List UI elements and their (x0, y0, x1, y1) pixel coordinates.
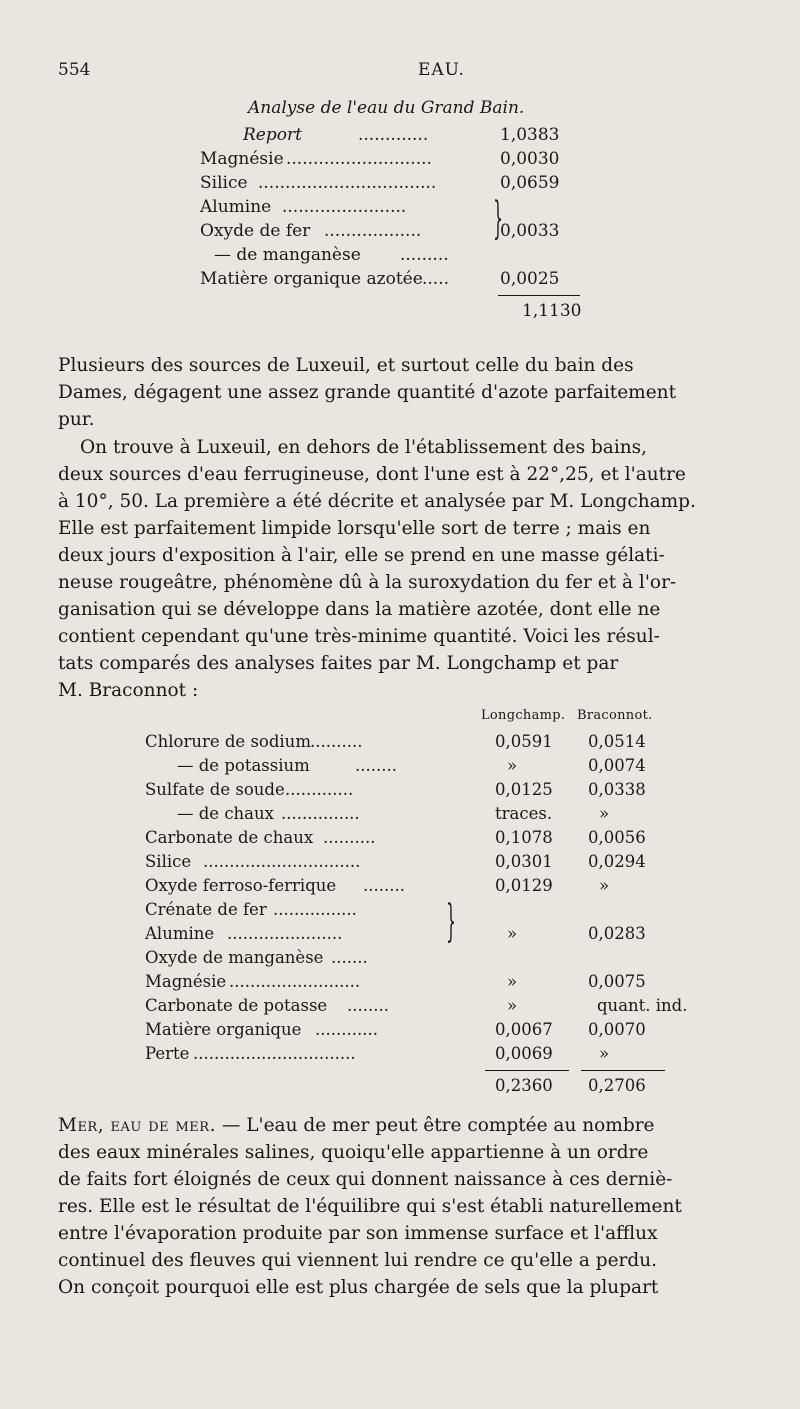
braconnot-value: 0,0283 (588, 924, 646, 943)
longchamp-value: » (507, 996, 518, 1015)
paragraph (58, 352, 740, 433)
braconnot-value: 0,0514 (588, 732, 646, 751)
table-row (145, 780, 665, 804)
leader-dots: ............. (285, 780, 354, 799)
row-label: Oxyde de fer (200, 221, 311, 241)
table-row (145, 948, 665, 972)
text-line-rest: — L'eau de mer peut être comptée au nombre (215, 1115, 655, 1136)
leader-dots: ................ (273, 900, 357, 919)
text-line: deux sources d'eau ferrugineuse, dont l'une est à 22°,25, et l'autre (58, 464, 686, 485)
table-row (145, 732, 665, 756)
running-head: EAU. (418, 60, 465, 80)
text-line: à 10°, 50. La première a été décrite et analysée par M. Longchamp. (58, 491, 696, 512)
leader-dots: ....................... (282, 197, 407, 217)
table-row (145, 828, 665, 852)
longchamp-value: » (507, 972, 518, 991)
longchamp-value: » (507, 924, 518, 943)
text-line: contient cependant qu'une très-minime quantité. Voici les résul- (58, 626, 660, 647)
row-label: Perte (145, 1044, 190, 1063)
row-label: Chlorure de sodium (145, 732, 311, 751)
row-label: Sulfate de soude (145, 780, 285, 799)
page-header (58, 60, 748, 84)
paragraph-mer (58, 1112, 740, 1301)
table-row (200, 125, 620, 149)
row-label: Report (243, 125, 302, 145)
row-label: Magnésie (200, 149, 284, 169)
table-row (200, 197, 620, 221)
sum-rule-braconnot (581, 1070, 665, 1071)
text-line: entre l'évaporation produite par son immense surface et l'afflux (58, 1223, 658, 1244)
table-row (200, 173, 620, 197)
row-label: Carbonate de potasse (145, 996, 328, 1015)
row-value: 0,0030 (500, 149, 560, 169)
brace: } (446, 896, 456, 947)
longchamp-value: 0,0125 (495, 780, 553, 799)
leader-dots: ................................. (258, 173, 437, 193)
row-value: 0,0025 (500, 269, 560, 289)
row-label: Crénate de fer (145, 900, 267, 919)
text-line: On trouve à Luxeuil, en dehors de l'établissement des bains, (80, 437, 648, 458)
row-label: Silice (145, 852, 192, 871)
leader-dots: ............................... (193, 1044, 356, 1063)
brace: } (493, 193, 503, 244)
sum-rule (498, 295, 580, 296)
table-row (200, 245, 620, 269)
braconnot-value: 0,0075 (588, 972, 646, 991)
total-row (145, 1076, 665, 1100)
sum-rule-longchamp (485, 1070, 569, 1071)
row-label: Matière organique (145, 1020, 302, 1039)
text-line: de faits fort éloignés de ceux qui donnent naissance à ces derniè- (58, 1169, 673, 1190)
leader-dots: ........ (363, 876, 405, 895)
leader-dots: ......................... (229, 972, 361, 991)
table-row (145, 900, 665, 924)
longchamp-value: traces. (495, 804, 553, 823)
leader-dots: ...................... (227, 924, 343, 943)
row-label: Magnésie (145, 972, 227, 991)
row-label: Carbonate de chaux (145, 828, 314, 847)
table-row (145, 852, 665, 876)
longchamp-value: 0,1078 (495, 828, 553, 847)
paragraph (58, 434, 740, 704)
text-line: M. Braconnot : (58, 680, 199, 701)
braconnot-value: 0,0294 (588, 852, 646, 871)
text-line: continuel des fleuves qui viennent lui rendre ce qu'elle a perdu. (58, 1250, 658, 1271)
leader-dots: ....... (331, 948, 368, 967)
braconnot-value: » (599, 876, 610, 895)
leader-dots: ........ (347, 996, 389, 1015)
leader-dots: .......... (323, 828, 376, 847)
analysis-title: Analyse de l'eau du Grand Bain. (248, 98, 525, 118)
table-row (200, 149, 620, 173)
leader-dots: .......... (310, 732, 363, 751)
row-value: 0,0033 (500, 221, 560, 241)
table-row (145, 1020, 665, 1044)
table-row (145, 972, 665, 996)
leader-dots: ........ (355, 756, 397, 775)
row-label: Oxyde de manganèse (145, 948, 324, 967)
text-line: deux jours d'exposition à l'air, elle se prend en une masse gélati- (58, 545, 665, 566)
braconnot-value: 0,0074 (588, 756, 646, 775)
text-line: pur. (58, 409, 95, 430)
braconnot-value: 0,0338 (588, 780, 646, 799)
longchamp-total: 0,2360 (495, 1076, 553, 1095)
text-line: ganisation qui se développe dans la matière azotée, dont elle ne (58, 599, 661, 620)
text-line: tats comparés des analyses faites par M. Longchamp et par (58, 653, 619, 674)
table-row (145, 876, 665, 900)
text-line: neuse rougeâtre, phénomène dû à la suroxydation du fer et à l'or- (58, 572, 677, 593)
table-row (200, 221, 620, 245)
row-label: Oxyde ferroso-ferrique (145, 876, 337, 895)
column-header-longchamp: Longchamp. (481, 708, 566, 723)
row-label: — de potassium (177, 756, 310, 775)
leader-dots: ......... (400, 245, 449, 265)
longchamp-value: 0,0129 (495, 876, 553, 895)
longchamp-value: 0,0301 (495, 852, 553, 871)
leader-dots: ............. (358, 125, 429, 145)
column-header-braconnot: Braconnot. (577, 708, 653, 723)
table-row (200, 269, 620, 293)
row-label: Silice (200, 173, 248, 193)
leader-dots: ............... (281, 804, 360, 823)
text-line: Elle est parfaitement limpide lorsqu'elle sort de terre ; mais en (58, 518, 651, 539)
row-label: Alumine (145, 924, 215, 943)
leader-dots: ........................... (286, 149, 432, 169)
longchamp-value: 0,0067 (495, 1020, 553, 1039)
leader-dots: ............ (315, 1020, 378, 1039)
text-line: des eaux minérales salines, quoiqu'elle appartienne à un ordre (58, 1142, 649, 1163)
row-label: — de manganèse (214, 245, 361, 265)
text-line: res. Elle est le résultat de l'équilibre qui s'est établi naturellement (58, 1196, 682, 1217)
text-line: On conçoit pourquoi elle est plus chargée de sels que la plupart (58, 1277, 659, 1298)
text-line: Dames, dégagent une assez grande quantité d'azote parfaitement (58, 382, 676, 403)
table-row (145, 996, 688, 1020)
longchamp-value: 0,0591 (495, 732, 553, 751)
text-line (58, 1112, 740, 1139)
table-row (145, 756, 665, 780)
entry-heading: Mer, eau de mer. (58, 1115, 216, 1136)
braconnot-value: » (599, 1044, 610, 1063)
row-value: 1,0383 (500, 125, 560, 145)
braconnot-total: 0,2706 (588, 1076, 646, 1095)
leader-dots: .............................. (203, 852, 361, 871)
table-row (145, 1044, 665, 1068)
braconnot-value: 0,0070 (588, 1020, 646, 1039)
total-value: 1,1130 (522, 301, 582, 321)
text-line: Plusieurs des sources de Luxeuil, et surtout celle du bain des (58, 355, 634, 376)
total-row (200, 301, 620, 325)
braconnot-value: 0,0056 (588, 828, 646, 847)
leader-dots: .................. (324, 221, 422, 241)
table-row (145, 804, 665, 828)
row-value: 0,0659 (500, 173, 560, 193)
row-label: — de chaux (177, 804, 274, 823)
braconnot-value: » (599, 804, 610, 823)
leader-dots: ..... (422, 269, 450, 289)
braconnot-value: quant. ind. (597, 996, 688, 1015)
row-label: Alumine (200, 197, 272, 217)
table-row (145, 924, 665, 948)
row-label: Matière organique azotée (200, 269, 423, 289)
longchamp-value: » (507, 756, 518, 775)
longchamp-value: 0,0069 (495, 1044, 553, 1063)
page-number: 554 (58, 60, 91, 80)
